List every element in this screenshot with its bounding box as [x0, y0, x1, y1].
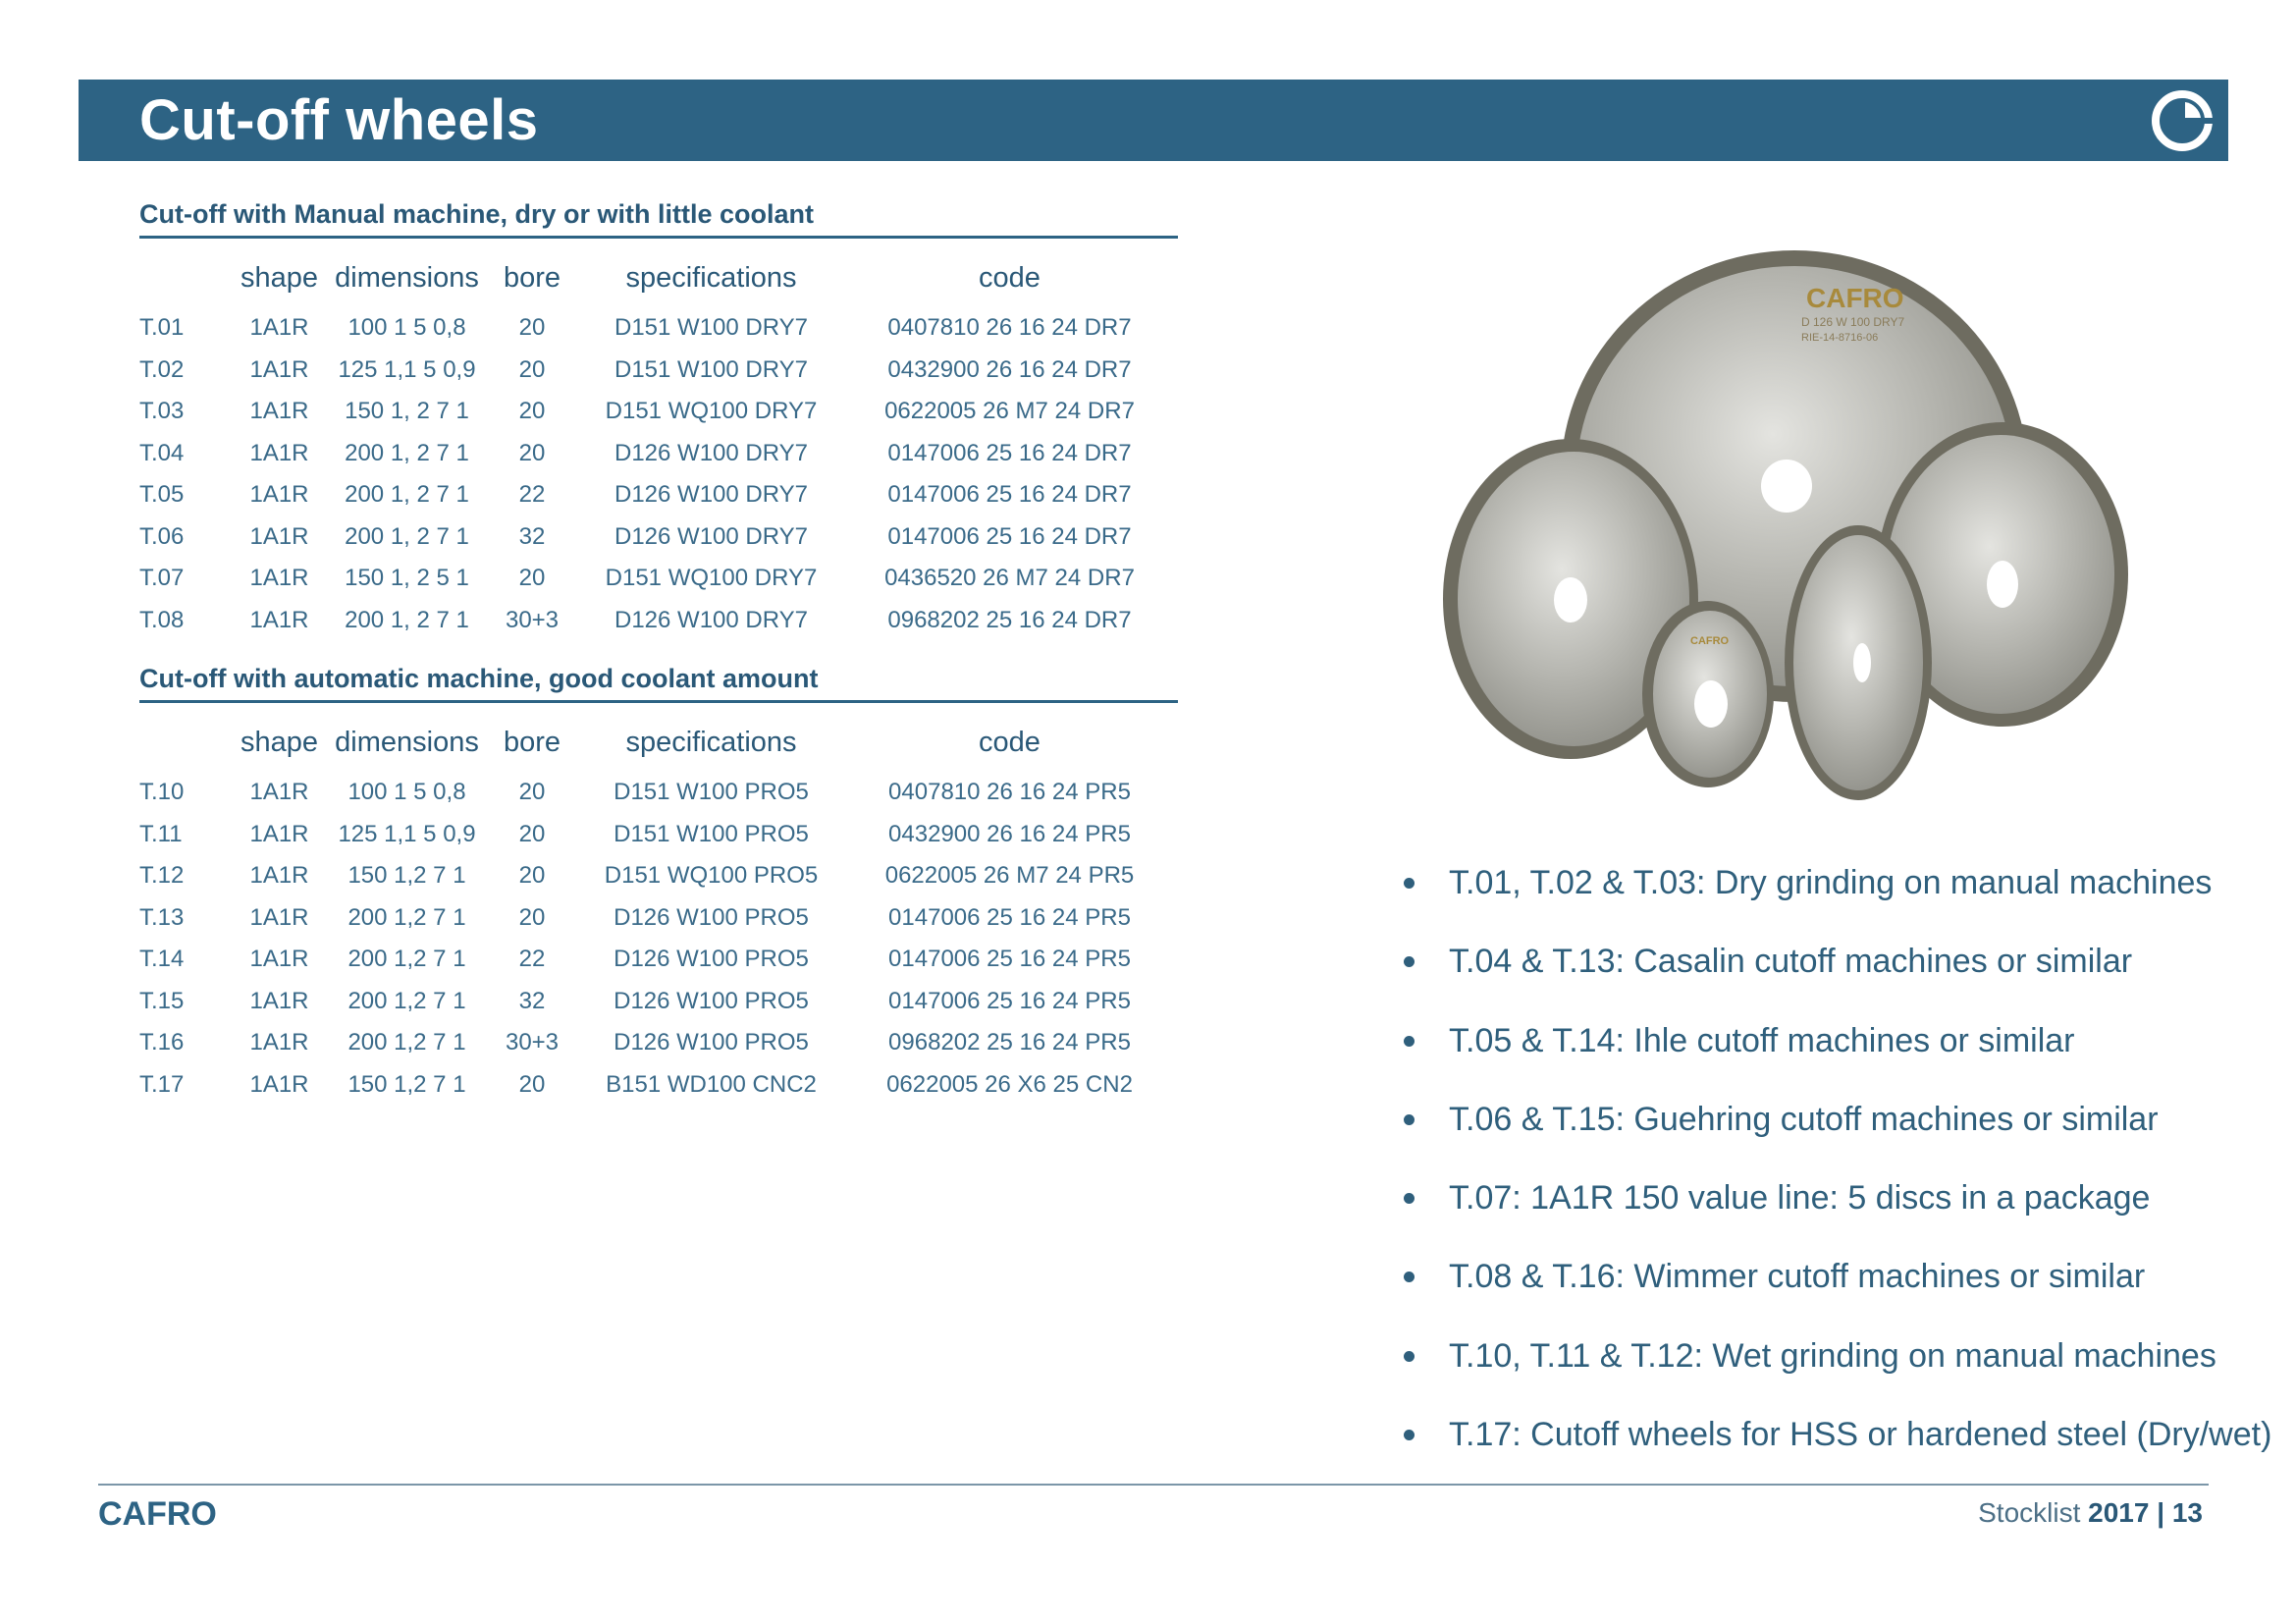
- table-row: [139, 814, 1178, 856]
- table-row: [139, 350, 1178, 392]
- table-row: [139, 981, 1178, 1023]
- section-title: Cut-off with Manual machine, dry or with little coolant: [139, 199, 1178, 239]
- column-header: bore: [503, 726, 561, 758]
- table-cell: 32: [518, 987, 546, 1014]
- column-header: dimensions: [335, 726, 479, 758]
- table-cell: 20: [518, 355, 546, 383]
- column-header: shape: [240, 726, 318, 758]
- table-cell: 1A1R: [249, 820, 309, 847]
- table-row: [139, 433, 1178, 475]
- table-cell: 200 1, 2 7 1: [345, 439, 469, 466]
- table-cell: T.03: [139, 398, 185, 425]
- table-cell: 0147006 25 16 24 PR5: [888, 903, 1131, 931]
- table-cell: 0407810 26 16 24 PR5: [888, 779, 1131, 806]
- column-header: shape: [240, 261, 318, 294]
- footer-year: 2017: [2088, 1497, 2150, 1528]
- table-cell: D151 W100 DRY7: [614, 355, 808, 383]
- table-cell: 20: [518, 862, 546, 890]
- table-cell: 0622005 26 M7 24 PR5: [884, 862, 1135, 890]
- table-cell: T.12: [139, 862, 185, 890]
- table-cell: 1A1R: [249, 481, 309, 509]
- list-item-text: T.04 & T.13: Casalin cutoff machines or similar: [1449, 943, 2133, 981]
- table-cell: 20: [518, 1070, 546, 1098]
- table-cell: T.16: [139, 1029, 185, 1056]
- column-header: code: [979, 726, 1041, 758]
- table-cell: 0436520 26 M7 24 DR7: [884, 565, 1135, 592]
- table-header-row: [139, 713, 1178, 772]
- table-cell: 1A1R: [249, 1029, 309, 1056]
- table-cell: 32: [518, 522, 546, 550]
- table-cell: 200 1, 2 7 1: [345, 522, 469, 550]
- table-cell: D151 WQ100 DRY7: [605, 398, 818, 425]
- table-cell: T.15: [139, 987, 185, 1014]
- table-cell: 200 1,2 7 1: [347, 987, 466, 1014]
- table-cell: 150 1, 2 5 1: [345, 565, 469, 592]
- list-item-text: T.01, T.02 & T.03: Dry grinding on manual machines: [1449, 864, 2213, 901]
- footer-page-info: [1978, 1497, 2203, 1529]
- table-cell: 200 1,2 7 1: [347, 946, 466, 973]
- list-item: [1404, 1333, 2268, 1412]
- table-cell: 1A1R: [249, 314, 309, 342]
- table-cell: 30+3: [505, 606, 560, 633]
- table-cell: 150 1, 2 7 1: [345, 398, 469, 425]
- footer-separator: |: [2157, 1497, 2165, 1528]
- section-manual: [139, 199, 1178, 641]
- table-cell: D126 W100 DRY7: [614, 481, 808, 509]
- table-cell: 1A1R: [249, 565, 309, 592]
- table-cell: D126 W100 DRY7: [614, 439, 808, 466]
- column-header: [139, 713, 228, 772]
- table-cell: 1A1R: [249, 862, 309, 890]
- table-cell: 1A1R: [249, 439, 309, 466]
- small-wheel-label: CAFRO: [1690, 635, 1730, 647]
- table-cell: 100 1 5 0,8: [347, 314, 466, 342]
- table-cell: D151 WQ100 PRO5: [604, 862, 819, 890]
- application-notes: [1404, 860, 2272, 1490]
- table-cell: T.14: [139, 946, 185, 973]
- bullet-icon: [1404, 1114, 1415, 1125]
- table-cell: 22: [518, 946, 546, 973]
- bullet-icon: [1404, 1036, 1415, 1047]
- table-cell: T.04: [139, 439, 185, 466]
- table-cell: 150 1,2 7 1: [347, 1070, 466, 1098]
- table-cell: T.08: [139, 606, 185, 633]
- table-cell: T.02: [139, 355, 185, 383]
- table-cell: 1A1R: [249, 779, 309, 806]
- medium-wheel: [1785, 525, 1932, 800]
- table-row: [139, 897, 1178, 940]
- table-cell: 1A1R: [249, 987, 309, 1014]
- table-cell: 1A1R: [249, 946, 309, 973]
- bullet-icon: [1404, 878, 1415, 889]
- table-cell: 0147006 25 16 24 DR7: [887, 522, 1132, 550]
- table-cell: 0147006 25 16 24 PR5: [888, 987, 1131, 1014]
- bullet-icon: [1404, 1272, 1415, 1282]
- table-cell: D126 W100 PRO5: [614, 987, 809, 1014]
- small-wheel: [1642, 601, 1774, 787]
- table-cell: T.13: [139, 903, 185, 931]
- page-title: Cut-off wheels: [139, 88, 539, 152]
- table-row: [139, 516, 1178, 559]
- bullet-icon: [1404, 1193, 1415, 1204]
- column-header: [139, 248, 228, 307]
- big-wheel-spec-label: D 126 W 100 DRY7: [1801, 315, 1905, 329]
- column-header: code: [979, 261, 1041, 294]
- spec-table-manual: [139, 248, 1178, 641]
- table-cell: 1A1R: [249, 355, 309, 383]
- table-cell: 200 1,2 7 1: [347, 903, 466, 931]
- table-cell: T.05: [139, 481, 185, 509]
- table-cell: 0147006 25 16 24 DR7: [887, 481, 1132, 509]
- table-cell: 0147006 25 16 24 DR7: [887, 439, 1132, 466]
- list-item-text: T.06 & T.15: Guehring cutoff machines or similar: [1449, 1100, 2159, 1138]
- table-cell: D151 W100 PRO5: [614, 820, 809, 847]
- table-cell: 20: [518, 314, 546, 342]
- bullet-icon: [1404, 1351, 1415, 1362]
- list-item-text: T.10, T.11 & T.12: Wet grinding on manual machines: [1449, 1336, 2216, 1375]
- table-row: [139, 772, 1178, 814]
- list-item: [1404, 1412, 2272, 1490]
- table-row: [139, 1022, 1178, 1064]
- table-cell: 22: [518, 481, 546, 509]
- table-cell: 20: [518, 903, 546, 931]
- list-item: [1404, 1018, 2268, 1097]
- list-item: [1404, 1175, 2268, 1254]
- table-cell: 30+3: [505, 1029, 560, 1056]
- table-cell: D126 W100 DRY7: [614, 606, 808, 633]
- table-row: [139, 307, 1178, 350]
- table-cell: 0622005 26 M7 24 DR7: [884, 398, 1135, 425]
- table-cell: 0622005 26 X6 25 CN2: [886, 1070, 1133, 1098]
- table-cell: D126 W100 PRO5: [614, 1029, 809, 1056]
- table-cell: 20: [518, 398, 546, 425]
- section-automatic: [139, 664, 1178, 1106]
- table-cell: 0968202 25 16 24 PR5: [888, 1029, 1131, 1056]
- table-cell: 0432900 26 16 24 DR7: [887, 355, 1132, 383]
- spec-table-automatic: [139, 713, 1178, 1106]
- table-cell: 20: [518, 439, 546, 466]
- column-header: dimensions: [335, 261, 479, 294]
- table-row: [139, 855, 1178, 897]
- table-cell: 125 1,1 5 0,9: [338, 355, 476, 383]
- list-item-text: T.17: Cutoff wheels for HSS or hardened steel (Dry/wet): [1449, 1416, 2272, 1454]
- footer-page-number: 13: [2171, 1497, 2203, 1528]
- table-cell: D126 W100 DRY7: [614, 522, 808, 550]
- table-cell: 0147006 25 16 24 PR5: [888, 946, 1131, 973]
- column-header: bore: [503, 261, 561, 294]
- header-bar: [79, 80, 2228, 161]
- table-cell: 100 1 5 0,8: [347, 779, 466, 806]
- footer-brand: CAFRO: [98, 1495, 217, 1530]
- product-photo: [1433, 250, 2169, 810]
- table-cell: 1A1R: [249, 1070, 309, 1098]
- table-cell: T.10: [139, 779, 185, 806]
- table-cell: 1A1R: [249, 903, 309, 931]
- list-item-text: T.08 & T.16: Wimmer cutoff machines or similar: [1449, 1258, 2146, 1296]
- table-cell: 150 1,2 7 1: [347, 862, 466, 890]
- table-cell: 20: [518, 779, 546, 806]
- table-row: [139, 558, 1178, 600]
- cafro-logo-icon: [2150, 88, 2215, 153]
- bullet-icon: [1404, 956, 1415, 967]
- big-wheel-code-label: RIE-14-8716-06: [1801, 332, 1879, 344]
- table-header-row: [139, 248, 1178, 307]
- table-cell: B151 WD100 CNC2: [606, 1070, 817, 1098]
- list-item: [1404, 939, 2268, 1017]
- table-cell: T.06: [139, 522, 185, 550]
- table-cell: D151 W100 PRO5: [614, 779, 809, 806]
- table-cell: 125 1,1 5 0,9: [338, 820, 476, 847]
- table-cell: T.01: [139, 314, 185, 342]
- table-row: [139, 1064, 1178, 1107]
- list-item-text: T.07: 1A1R 150 value line: 5 discs in a package: [1449, 1179, 2151, 1218]
- table-cell: 0968202 25 16 24 DR7: [887, 606, 1132, 633]
- table-cell: 0432900 26 16 24 PR5: [888, 820, 1131, 847]
- footer-page-prefix: Stocklist: [1978, 1497, 2081, 1528]
- table-cell: D126 W100 PRO5: [614, 946, 809, 973]
- cafro-footer-logo: [98, 1494, 245, 1530]
- column-header: specifications: [625, 261, 797, 294]
- table-cell: T.07: [139, 565, 185, 592]
- footer-divider: [98, 1484, 2209, 1486]
- table-cell: 1A1R: [249, 522, 309, 550]
- table-cell: 200 1, 2 7 1: [345, 606, 469, 633]
- list-item: [1404, 1097, 2268, 1175]
- table-row: [139, 939, 1178, 981]
- table-row: [139, 391, 1178, 433]
- list-item-text: T.05 & T.14: Ihle cutoff machines or similar: [1449, 1021, 2075, 1059]
- table-cell: 1A1R: [249, 606, 309, 633]
- table-cell: 200 1,2 7 1: [347, 1029, 466, 1056]
- bullet-icon: [1404, 1430, 1415, 1440]
- table-cell: T.11: [139, 820, 183, 847]
- table-cell: D151 W100 DRY7: [614, 314, 808, 342]
- table-cell: D126 W100 PRO5: [614, 903, 809, 931]
- list-item: [1404, 860, 2268, 939]
- table-cell: 20: [518, 565, 546, 592]
- column-header: specifications: [625, 726, 797, 758]
- table-row: [139, 474, 1178, 516]
- big-wheel-label: CAFRO: [1806, 283, 1904, 313]
- list-item: [1404, 1254, 2268, 1332]
- table-row: [139, 600, 1178, 642]
- table-cell: 0407810 26 16 24 DR7: [887, 314, 1132, 342]
- table-cell: 20: [518, 820, 546, 847]
- section-title: Cut-off with automatic machine, good coolant amount: [139, 664, 1178, 703]
- table-cell: 1A1R: [249, 398, 309, 425]
- table-cell: D151 WQ100 DRY7: [605, 565, 818, 592]
- table-cell: 200 1, 2 7 1: [345, 481, 469, 509]
- table-cell: T.17: [139, 1070, 185, 1098]
